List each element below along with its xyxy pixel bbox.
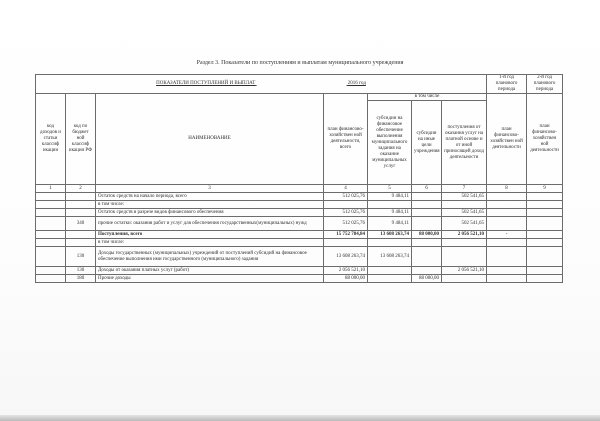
column-number: 6: [412, 185, 442, 193]
table-row: [36, 201, 563, 209]
total-plan-header: план финансово-хозяйствен ной деятельности, всего: [324, 94, 368, 185]
name-cell: прочие остатки: оказания работ и услуг для обеспечения государственных(муниципальных) нужд: [96, 217, 324, 231]
plan-first-cell: [487, 217, 527, 231]
plan-second-cell: [527, 209, 563, 217]
plan-second-cell: [527, 267, 563, 275]
name-header: НАИМЕНОВАНИЕ: [96, 94, 324, 185]
income-code-cell: [36, 239, 66, 247]
column-number: 2: [66, 185, 96, 193]
column-number: 1: [36, 185, 66, 193]
income-code-header: код доходов и статьи классиф икации: [36, 94, 66, 185]
plan-first-cell: [487, 239, 527, 247]
paid-cell: [442, 239, 487, 247]
subsidy-task-cell: [368, 267, 412, 275]
plan-first-cell: [487, 247, 527, 267]
income-code-cell: [36, 209, 66, 217]
budget-code-cell: [66, 209, 96, 217]
total-cell: [324, 201, 368, 209]
paid-cell: 2 056 521,10: [442, 231, 487, 239]
income-code-cell: [36, 231, 66, 239]
plan-second-cell: [527, 201, 563, 209]
subsidy-task-cell: [368, 201, 412, 209]
paid-cell: 502 541,65: [442, 217, 487, 231]
paid-cell: [442, 275, 487, 283]
table-row: [36, 275, 563, 283]
table-row: [36, 217, 563, 231]
total-cell: [324, 239, 368, 247]
subsidy-other-cell: [412, 201, 442, 209]
plan-first-cell: -: [487, 231, 527, 239]
budget-code-cell: [66, 193, 96, 201]
subsidy-other-cell: [412, 193, 442, 201]
income-code-cell: [36, 217, 66, 231]
column-number: 3: [96, 185, 324, 193]
total-cell: 512 025,76: [324, 209, 368, 217]
plan-first-cell: [487, 267, 527, 275]
table-row: [36, 231, 563, 239]
name-cell: Остаток средств на начало периода, всего: [96, 193, 324, 201]
budget-code-header: код по бюджет ной классиф икации РФ: [66, 94, 96, 185]
name-cell: Прочие доходы: [96, 275, 324, 283]
plan-second-cell: [527, 239, 563, 247]
paid-services-header: поступления от оказания услуг на платной основе и от иной приносящей доход деятельности: [442, 101, 487, 185]
subsidy-other-cell: [412, 209, 442, 217]
income-code-cell: [36, 247, 66, 267]
paid-cell: 502 541,65: [442, 209, 487, 217]
table-row: [36, 267, 563, 275]
subsidy-task-cell: 9 484,11: [368, 193, 412, 201]
budget-code-cell: [66, 201, 96, 209]
column-number: 5: [368, 185, 412, 193]
second-year-plan-header: 2-й год планового периода: [527, 75, 563, 94]
subsidy-task-cell: [368, 275, 412, 283]
table-row: [36, 247, 563, 267]
first-year-plan-header: 1-й год планового периода: [487, 75, 527, 94]
including-header: в том числе: [368, 94, 487, 101]
table-row: [36, 193, 563, 201]
subsidy-other-cell: [412, 267, 442, 275]
column-number: 8: [487, 185, 527, 193]
section-title: Раздел 3. Показатели по поступлениям и выплатам муниципального учреждения: [196, 60, 404, 66]
total-cell: 2 056 521,10: [324, 267, 368, 275]
plan-second-cell: [527, 231, 563, 239]
subsidy-other-cell: [412, 239, 442, 247]
subsidy-other-cell: 88 000,00: [412, 275, 442, 283]
indicators-label: ПОКАЗАТЕЛИ ПОСТУПЛЕНИЙ И ВЫПЛАТ: [156, 81, 256, 86]
income-expense-table: [35, 74, 563, 283]
name-cell: в том числе:: [96, 201, 324, 209]
subsidy-task-header: субсидии на финансовое обеспечение выполнения муниципального задания на оказание муниципальных услуг: [368, 101, 412, 185]
name-cell: Доходы от оказания платных услуг (работ): [96, 267, 324, 275]
total-cell: 88 000,00: [324, 275, 368, 283]
plan-second-cell: [527, 247, 563, 267]
paid-cell: [442, 201, 487, 209]
column-number: 9: [527, 185, 563, 193]
year-label: 2016 год: [347, 81, 366, 86]
subsidy-task-cell: 13 608 263,74: [368, 231, 412, 239]
plan-first-cell: [487, 193, 527, 201]
total-cell: 13 608 263,74: [324, 247, 368, 267]
indicators-header: [36, 75, 487, 94]
subsidy-other-cell: [412, 247, 442, 267]
subsidy-task-cell: 13 608 263,74: [368, 247, 412, 267]
income-code-cell: [36, 267, 66, 275]
total-cell: 512 025,76: [324, 193, 368, 201]
name-cell: в том числе:: [96, 239, 324, 247]
budget-code-cell: 130: [66, 267, 96, 275]
total-cell: 512 025,76: [324, 217, 368, 231]
name-cell: Поступления, всего: [96, 231, 324, 239]
plan-first-cell: [487, 201, 527, 209]
budget-code-cell: 340: [66, 217, 96, 231]
name-cell: Остаток средств в разрезе видов финансового обеспечения: [96, 209, 324, 217]
budget-code-cell: 180: [66, 275, 96, 283]
plan-first-header: план финансово-хозяйствен ной деятельности: [487, 94, 527, 185]
paid-cell: 2 056 521,10: [442, 267, 487, 275]
plan-second-cell: [527, 193, 563, 201]
plan-first-cell: [487, 209, 527, 217]
paid-cell: 502 541,65: [442, 193, 487, 201]
plan-second-cell: [527, 275, 563, 283]
plan-second-cell: [527, 217, 563, 231]
budget-code-cell: [66, 231, 96, 239]
column-number: 7: [442, 185, 487, 193]
subsidy-other-cell: 88 000,00: [412, 231, 442, 239]
budget-code-cell: 130: [66, 247, 96, 267]
paid-cell: [442, 247, 487, 267]
plan-second-header: план финансово-хозяйствен ной деятельности: [527, 94, 563, 185]
subsidy-task-cell: [368, 239, 412, 247]
income-code-cell: [36, 275, 66, 283]
column-number: 4: [324, 185, 368, 193]
column-number-row: [36, 185, 563, 193]
subsidy-task-cell: 9 484,11: [368, 217, 412, 231]
plan-first-cell: [487, 275, 527, 283]
name-cell: Доходы государственных (муниципальных) учреждений от поступлений субсидий на финансовое обеспечение выполнения ими государственного (муниципального) задания: [96, 247, 324, 267]
income-code-cell: [36, 201, 66, 209]
budget-code-cell: [66, 239, 96, 247]
total-cell: 15 752 784,84: [324, 231, 368, 239]
table-row: [36, 239, 563, 247]
page-edge-shadow: [0, 415, 600, 421]
table-row: [36, 209, 563, 217]
subsidy-other-cell: [412, 217, 442, 231]
subsidy-task-cell: 9 484,11: [368, 209, 412, 217]
subsidy-other-header: субсидии на иные цели учреждения: [412, 101, 442, 185]
income-code-cell: [36, 193, 66, 201]
